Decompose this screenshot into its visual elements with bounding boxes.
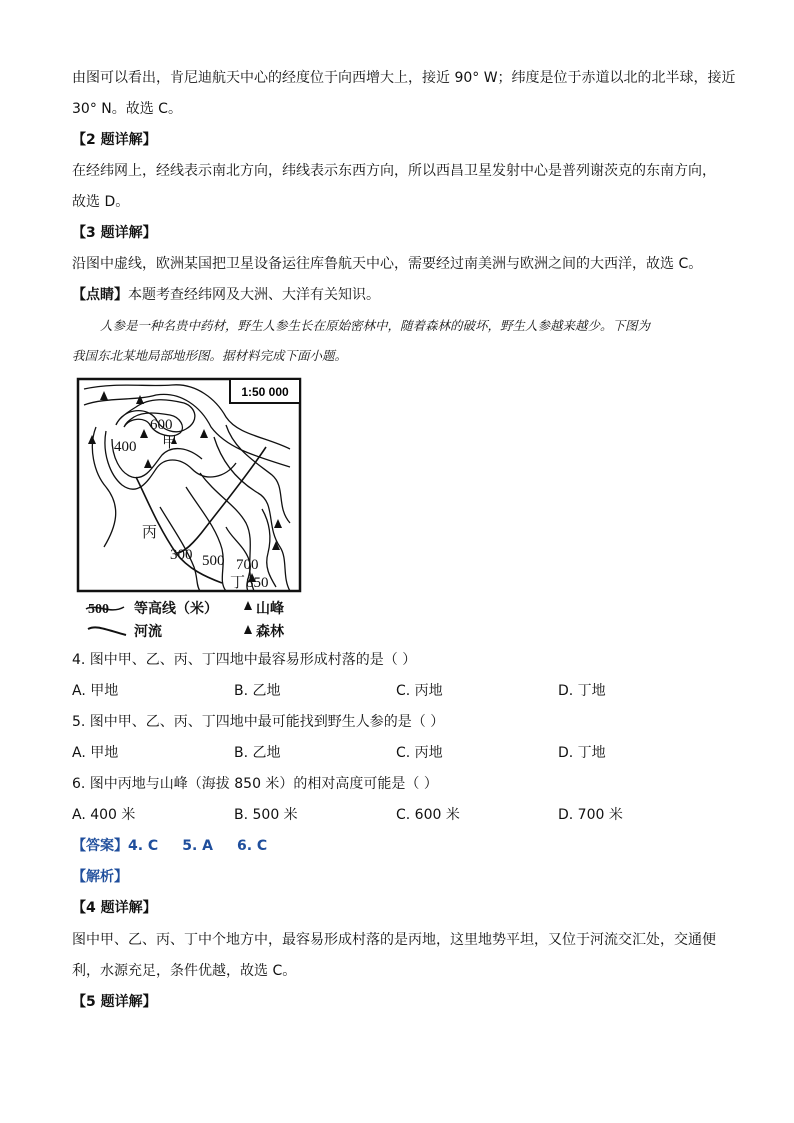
dianjing-tag: 【点睛】 xyxy=(72,287,128,303)
text-line: 利，水源充足，条件优越，故选 C。 xyxy=(72,963,297,979)
legend-contour: 等高线（米） xyxy=(134,601,218,617)
text-line: 沿图中虚线，欧洲某国把卫星设备运往库鲁航天中心，需要经过南美洲与欧洲之间的大西洋，故选 C。 xyxy=(72,256,703,272)
contour-label: 500 xyxy=(202,553,225,569)
topographic-map xyxy=(76,377,304,639)
text-line: 图中甲、乙、丙、丁中个地方中，最容易形成村落的是丙地，这里地势平坦，又位于河流交汇处，交通便 xyxy=(72,932,716,948)
place-jia: 甲 xyxy=(162,433,178,451)
dianjing-line xyxy=(72,285,380,305)
answer-item: 4. C xyxy=(128,838,159,854)
legend-peak: 山峰 xyxy=(256,601,284,617)
question-option: C. 丙地 xyxy=(396,683,443,699)
question-stem: 5. 图中甲、乙、丙、丁四地中最可能找到野生人参的是（ ） xyxy=(72,714,445,730)
question-option: B. 乙地 xyxy=(234,683,281,699)
question-option: D. 700 米 xyxy=(558,807,623,823)
question-option: D. 丁地 xyxy=(558,683,606,699)
answer-item: 5. A xyxy=(182,838,213,854)
answer-item: 6. C xyxy=(237,838,268,854)
question-option: B. 乙地 xyxy=(234,745,281,761)
contour-label: 600 xyxy=(150,417,173,433)
contour-label: 300 xyxy=(170,547,193,563)
question-option: A. 甲地 xyxy=(72,683,119,699)
contour-label: 700 xyxy=(236,557,259,573)
legend-forest: 森林 xyxy=(256,624,284,639)
question-stem: 6. 图中丙地与山峰（海拔 850 米）的相对高度可能是（ ） xyxy=(72,776,438,792)
answer-tag: 【答案】 xyxy=(72,838,128,854)
dianjing-text: 本题考查经纬网及大洲、大洋有关知识。 xyxy=(128,287,380,303)
place-bing: 丙 xyxy=(142,523,158,541)
text-line: 在经纬网上，经线表示南北方向，纬线表示东西方向，所以西昌卫星发射中心是普列谢茨克的东南方向， xyxy=(72,163,716,179)
section-heading: 【2 题详解】 xyxy=(72,132,157,148)
question-option: A. 甲地 xyxy=(72,745,119,761)
question-option: D. 丁地 xyxy=(558,745,606,761)
place-ding: 丁 xyxy=(230,573,246,591)
question-option: C. 600 米 xyxy=(396,807,460,823)
text-line: 30° N。故选 C。 xyxy=(72,101,182,117)
question-stem: 4. 图中甲、乙、丙、丁四地中最容易形成村落的是（ ） xyxy=(72,652,417,668)
answer-line xyxy=(72,836,267,856)
text-line: 由图可以看出，肯尼迪航天中心的经度位于向西增大上，接近 90° W；纬度是位于赤道以北的北半球，接近 xyxy=(72,70,736,86)
legend-contour-sample: 500 xyxy=(88,602,109,617)
section-heading: 【4 题详解】 xyxy=(72,900,157,916)
intro-line: 我国东北某地局部地形图。据材料完成下面小题。 xyxy=(72,348,348,363)
text-line: 故选 D。 xyxy=(72,194,130,210)
legend-river: 河流 xyxy=(134,624,162,639)
question-option: A. 400 米 xyxy=(72,807,136,823)
analysis-tag: 【解析】 xyxy=(72,869,128,885)
question-option: C. 丙地 xyxy=(396,745,443,761)
question-option: B. 500 米 xyxy=(234,807,298,823)
section-heading: 【5 题详解】 xyxy=(72,994,157,1010)
peak-elevation: 850 xyxy=(246,575,269,591)
section-heading: 【3 题详解】 xyxy=(72,225,157,241)
map-scale: 1:50 000 xyxy=(241,385,289,399)
contour-label: 400 xyxy=(114,439,137,455)
intro-line: 人参是一种名贵中药材，野生人参生长在原始密林中，随着森林的破坏，野生人参越来越少。下图为 xyxy=(100,318,651,333)
